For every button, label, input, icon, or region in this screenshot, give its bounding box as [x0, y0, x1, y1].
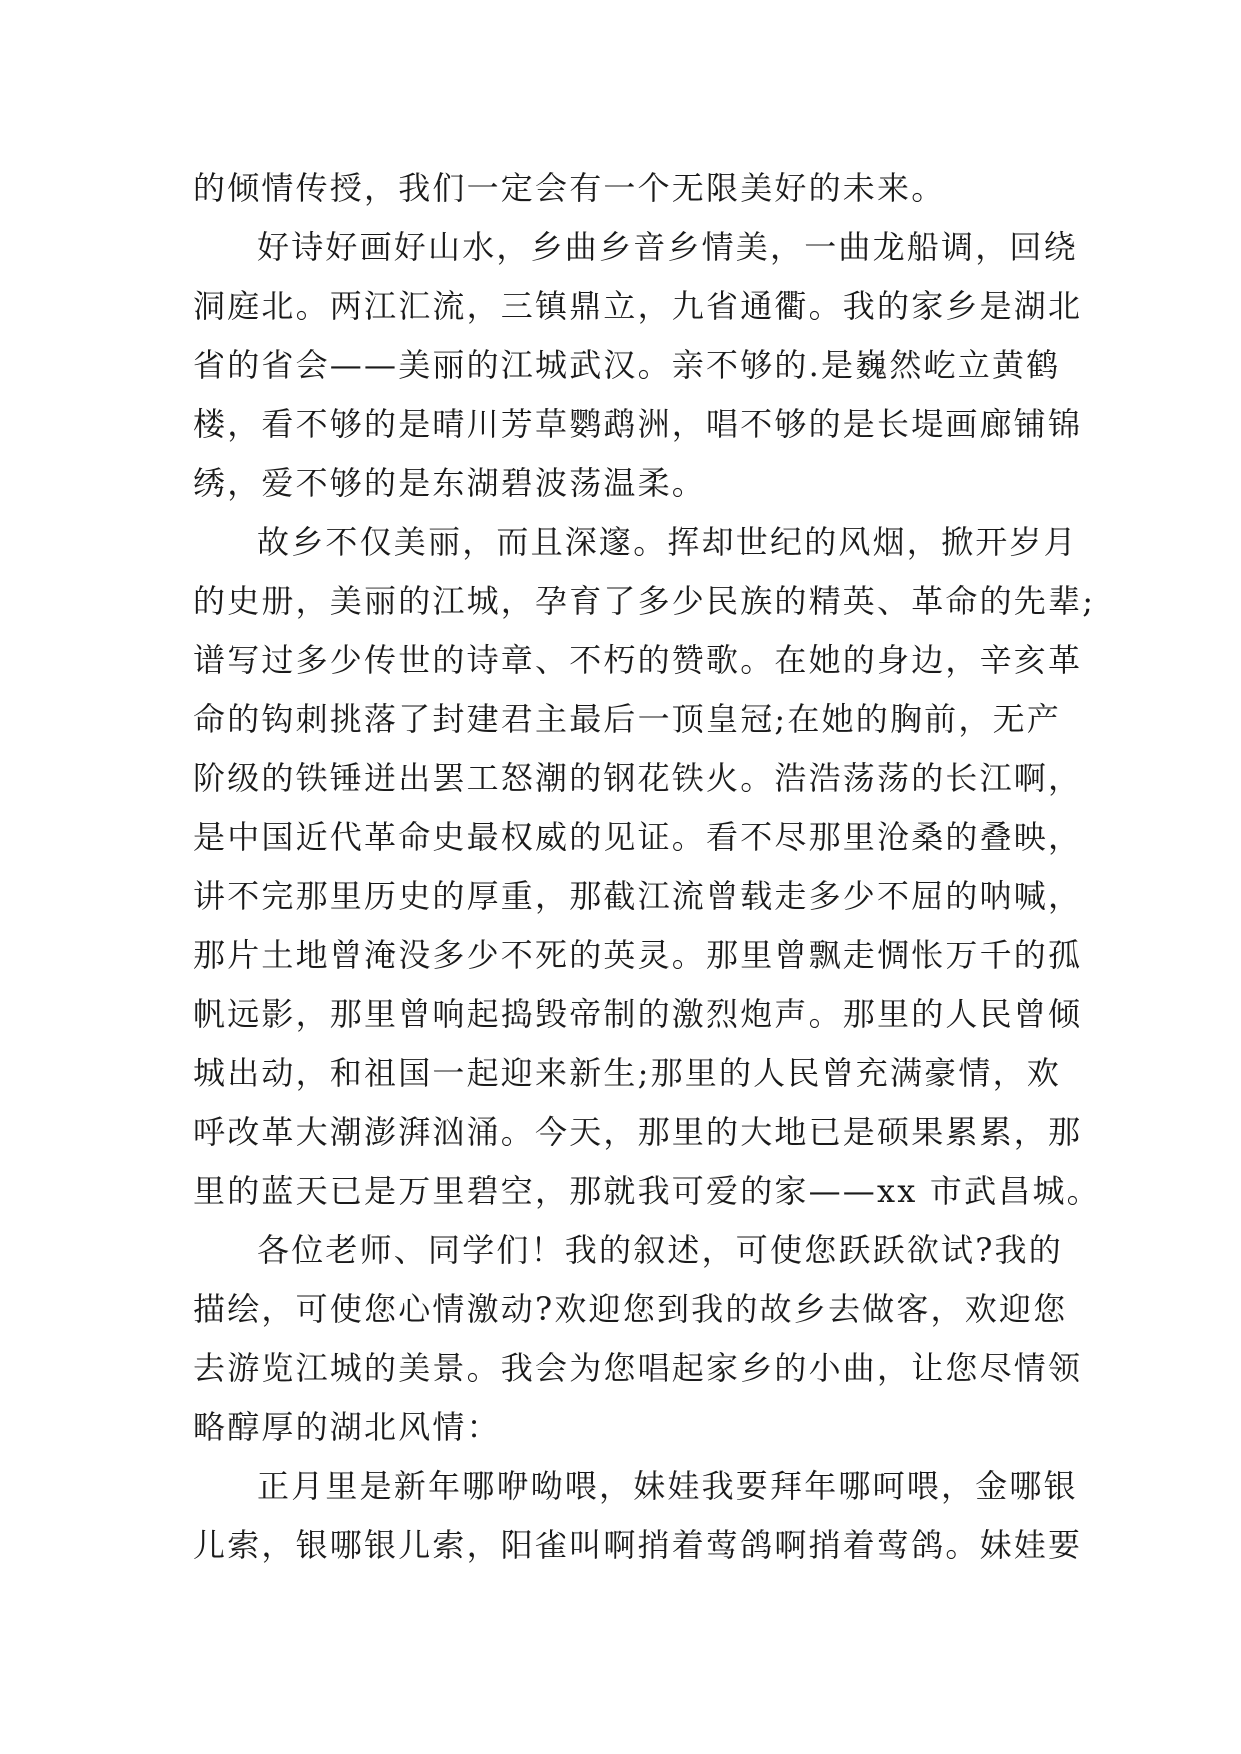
text-line: 省的省会——美丽的江城武汉。亲不够的.是巍然屹立黄鹤 — [193, 346, 1061, 384]
text-line: 城出动，和祖国一起迎来新生;那里的人民曾充满豪情，欢 — [193, 1054, 1061, 1092]
text-line: 去游览江城的美景。我会为您唱起家乡的小曲，让您尽情领 — [193, 1349, 1083, 1387]
body-text — [193, 159, 1101, 1575]
text-line: 略醇厚的湖北风情： — [193, 1408, 501, 1446]
text-line: 阶级的铁锤迸出罢工怒潮的钢花铁火。浩浩荡荡的长江啊， — [193, 759, 1083, 797]
text-line: 讲不完那里历史的厚重，那截江流曾载走多少不屈的呐喊， — [193, 877, 1083, 915]
text-line: 描绘，可使您心情激动?欢迎您到我的故乡去做客，欢迎您 — [193, 1290, 1068, 1328]
text-line: 洞庭北。两江汇流，三镇鼎立，九省通衢。我的家乡是湖北 — [193, 287, 1083, 325]
text-line: 呼改革大潮澎湃汹涌。今天，那里的大地已是硕果累累，那 — [193, 1113, 1083, 1151]
text-line: 那片土地曾淹没多少不死的英灵。那里曾飘走惆怅万千的孤 — [193, 936, 1083, 974]
text-line: 命的钩刺挑落了封建君主最后一顶皇冠;在她的胸前，无产 — [193, 700, 1061, 738]
text-line: 是中国近代革命史最权威的见证。看不尽那里沧桑的叠映， — [193, 818, 1083, 856]
text-line: 的倾情传授，我们一定会有一个无限美好的未来。 — [193, 169, 946, 207]
text-line: 故乡不仅美丽，而且深邃。挥却世纪的风烟，掀开岁月 — [257, 523, 1078, 561]
text-line: 好诗好画好山水，乡曲乡音乡情美，一曲龙船调，回绕 — [257, 228, 1078, 266]
text-line: 正月里是新年哪咿呦喂，妹娃我要拜年哪呵喂，金哪银 — [257, 1467, 1078, 1505]
text-line: 谱写过多少传世的诗章、不朽的赞歌。在她的身边，辛亥革 — [193, 641, 1083, 679]
text-line: 的史册，美丽的江城，孕育了多少民族的精英、革命的先辈; — [193, 582, 1096, 620]
text-line: 绣，爱不够的是东湖碧波荡温柔。 — [193, 464, 707, 502]
text-line: 各位老师、同学们！我的叙述，可使您跃跃欲试?我的 — [257, 1231, 1063, 1269]
text-line: 楼，看不够的是晴川芳草鹦鹉洲，唱不够的是长堤画廊铺锦 — [193, 405, 1083, 443]
text-line: 里的蓝天已是万里碧空，那就我可爱的家——xx 市武昌城。 — [193, 1172, 1101, 1210]
text-line: 帆远影，那里曾响起捣毁帝制的激烈炮声。那里的人民曾倾 — [193, 995, 1083, 1033]
text-line: 儿索，银哪银儿索，阳雀叫啊捎着莺鸽啊捎着莺鸽。妹娃要 — [193, 1526, 1083, 1564]
